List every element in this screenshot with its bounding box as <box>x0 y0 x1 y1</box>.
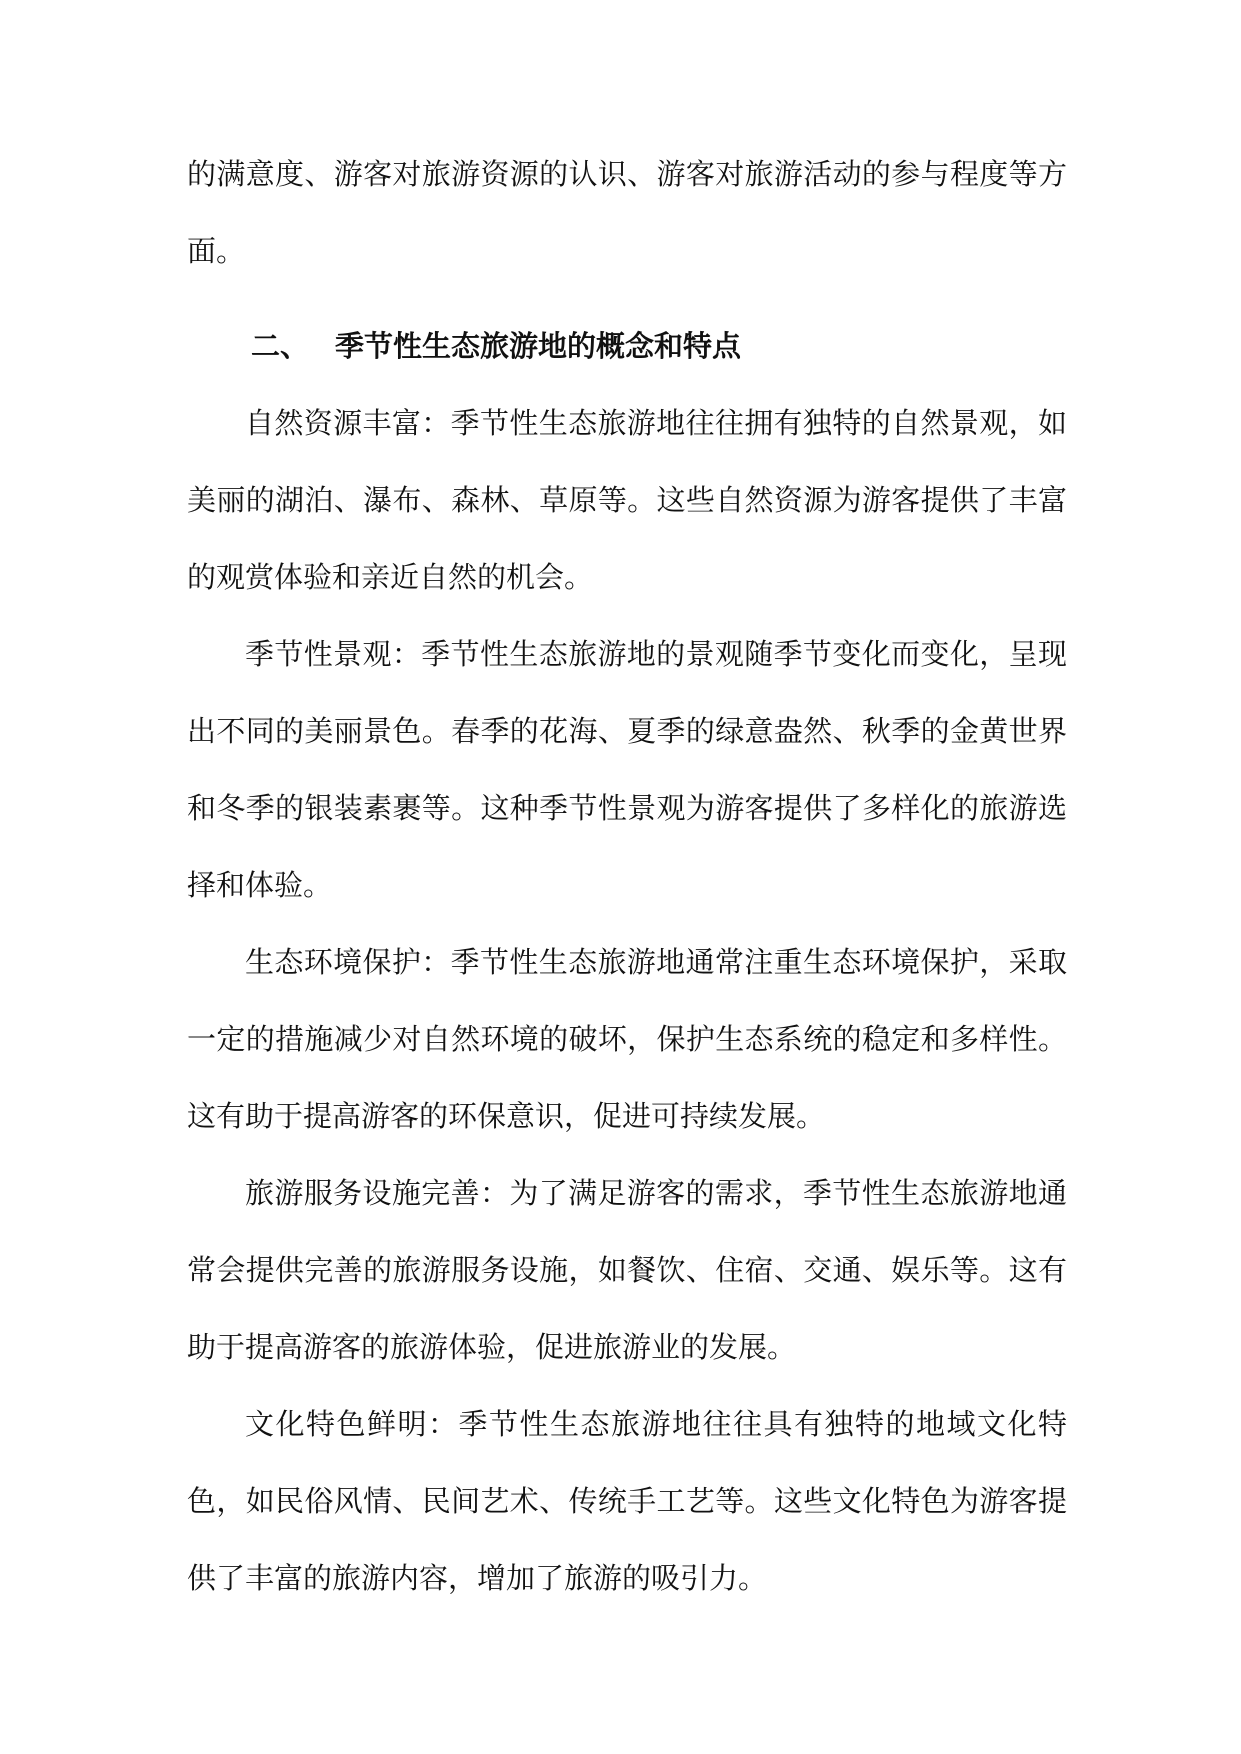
paragraph-ecological-protection: 生态环境保护：季节性生态旅游地通常注重生态环境保护，采取一定的措施减少对自然环境的破坏，保护生态系统的稳定和多样性。这有助于提高游客的环保意识，促进可持续发展。 <box>187 945 1067 1133</box>
section-title: 季节性生态旅游地的概念和特点 <box>335 329 742 363</box>
section-number: 二、 <box>251 329 310 363</box>
paragraph-service-facilities: 旅游服务设施完善：为了满足游客的需求，季节性生态旅游地通常会提供完善的旅游服务设施，如餐饮、住宿、交通、娱乐等。这有助于提高游客的旅游体验，促进旅游业的发展。 <box>187 1176 1067 1364</box>
section-heading <box>187 308 1067 385</box>
document-body <box>187 136 1067 1617</box>
paragraph-seasonal-landscape: 季节性景观：季节性生态旅游地的景观随季节变化而变化，呈现出不同的美丽景色。春季的花海、夏季的绿意盎然、秋季的金黄世界和冬季的银装素裹等。这种季节性景观为游客提供了多样化的旅游选择和体验。 <box>187 637 1067 902</box>
paragraph-natural-resources: 自然资源丰富：季节性生态旅游地往往拥有独特的自然景观，如美丽的湖泊、瀑布、森林、草原等。这些自然资源为游客提供了丰富的观赏体验和亲近自然的机会。 <box>187 406 1067 594</box>
intro-continuation-paragraph: 的满意度、游客对旅游资源的认识、游客对旅游活动的参与程度等方面。 <box>187 157 1067 268</box>
paragraph-cultural-features: 文化特色鲜明：季节性生态旅游地往往具有独特的地域文化特色，如民俗风情、民间艺术、传统手工艺等。这些文化特色为游客提供了丰富的旅游内容，增加了旅游的吸引力。 <box>187 1407 1067 1595</box>
